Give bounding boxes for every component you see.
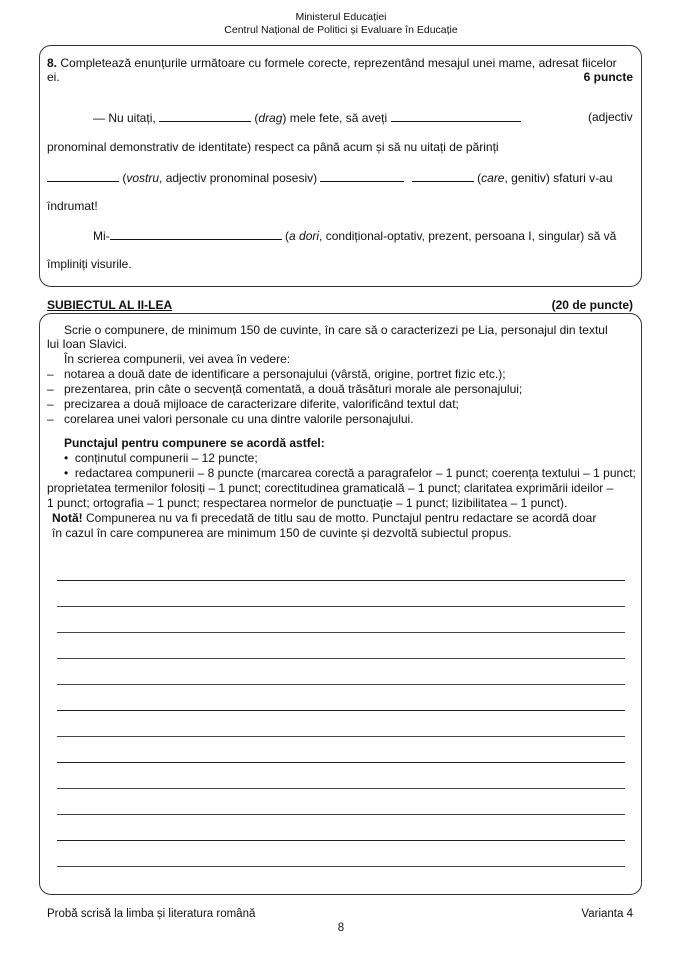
subject-2-points: (20 de puncte) xyxy=(551,298,633,312)
answer-blank-1[interactable] xyxy=(159,110,251,122)
answer-blank-3[interactable] xyxy=(47,170,119,182)
q8-text: mele fete, să aveți xyxy=(289,111,388,125)
writing-line[interactable] xyxy=(57,580,625,581)
writing-line[interactable] xyxy=(57,606,625,607)
page-number: 8 xyxy=(337,922,345,934)
requirement-1: notarea a două date de identificare a personajului (vârstă, origine, portret fizic etc.); xyxy=(64,367,506,381)
requirement-3: precizarea a două mijloace de caracterizare diferite, valorificând textul dat; xyxy=(64,397,459,411)
scoring-title: Punctajul pentru compunere se acordă astfel: xyxy=(64,436,325,450)
footer-right: Varianta 4 xyxy=(581,908,633,920)
q8-line-2: pronominal demonstrativ de identitate) respect ca până acum și să nu uitați de părinți xyxy=(47,140,499,154)
q8-text: Mi- xyxy=(93,229,110,243)
answer-blank-4[interactable] xyxy=(320,170,404,182)
q8-text: , adjectiv pronominal posesiv) xyxy=(159,171,318,185)
note-cont: în cazul în care compunerea are minimum 150 de cuvinte și dezvoltă subiectul propus. xyxy=(52,526,512,540)
q8-hint: drag xyxy=(258,111,283,125)
score-item-1-text: conținutul compunerii – 12 puncte; xyxy=(74,451,258,465)
q8-line-6: împliniți visurile. xyxy=(47,257,132,271)
q8-text: — Nu uitați, xyxy=(93,111,156,125)
writing-line[interactable] xyxy=(57,658,625,659)
score-item-2: • redactarea compunerii – 8 puncte (marcarea corectă a paragrafelor – 1 punct; coerența textului – 1 punct; xyxy=(64,466,636,480)
dash-bullet: – xyxy=(47,382,54,396)
q8-line-4: îndrumat! xyxy=(47,199,98,213)
dash-bullet: – xyxy=(47,397,54,411)
center-name: Centrul Național de Politici și Evaluare în Educație xyxy=(224,24,458,36)
writing-line[interactable] xyxy=(57,788,625,789)
writing-line[interactable] xyxy=(57,814,625,815)
q8-title xyxy=(47,56,617,71)
writing-line[interactable] xyxy=(57,866,625,867)
subject-2-title: SUBIECTUL AL II-LEA xyxy=(47,298,173,312)
answer-blank-6[interactable] xyxy=(110,228,282,240)
essay-intro: Scrie o compunere, de minimum 150 de cuvinte, în care să o caracterizezi pe Lia, personajul din textul xyxy=(64,323,608,337)
q8-instruction: Completează enunțurile următoare cu formele corecte, reprezentând mesajul unei mame, adresat fiicelor xyxy=(60,56,617,70)
writing-line[interactable] xyxy=(57,710,625,711)
q8-line-1: — Nu uitați, (drag) mele fete, să aveți xyxy=(93,110,521,126)
q8-line-3: (vostru, adjectiv pronominal posesiv) (care, genitiv) sfaturi v-au xyxy=(47,170,613,186)
score-item-1: • conținutul compunerii – 12 puncte; xyxy=(64,451,258,465)
q8-hint: vostru xyxy=(126,171,160,185)
requirement-4: corelarea unei valori personale cu una dintre valorile personajului. xyxy=(64,412,414,426)
score-item-2-text: redactarea compunerii – 8 puncte (marcarea corectă a paragrafelor – 1 punct; coerența textului – 1 punct; xyxy=(74,466,636,480)
answer-blank-5[interactable] xyxy=(412,170,474,182)
q8-number: 8. xyxy=(47,56,58,70)
question-8-box xyxy=(39,45,642,287)
answer-blank-2[interactable] xyxy=(391,110,521,122)
score-item-2-cont2: 1 punct; ortografia – 1 punct; respectarea normelor de punctuație – 1 punct; lizibilitatea – 1 punct). xyxy=(47,496,568,510)
note xyxy=(52,511,596,526)
note-label: Notă! xyxy=(52,511,83,525)
essay-intro-cont: lui Ioan Slavici. xyxy=(47,337,128,351)
dash-bullet: – xyxy=(47,412,54,426)
writing-line[interactable] xyxy=(57,736,625,737)
q8-hint: care xyxy=(481,171,505,185)
scoring-title-text: Punctajul pentru compunere se acordă astfel xyxy=(64,436,321,450)
q8-text: , genitiv) sfaturi v-au xyxy=(504,171,613,185)
q8-line-1-end: (adjectiv xyxy=(588,110,633,124)
footer-left: Probă scrisă la limba și literatura română xyxy=(47,908,256,920)
writing-line[interactable] xyxy=(57,632,625,633)
ministry-name: Ministerul Educației xyxy=(295,11,387,23)
requirement-2: prezentarea, prin câte o secvență comentată, a două trăsături morale ale personajului; xyxy=(64,382,523,396)
q8-line-5: Mi- (a dori, condițional-optativ, prezent, persoana I, singular) să vă xyxy=(93,229,617,243)
writing-line[interactable] xyxy=(57,840,625,841)
q8-points: 6 puncte xyxy=(583,70,633,84)
q8-title-cont: ei. xyxy=(47,70,60,84)
essay-consider: În scrierea compunerii, vei avea în vedere: xyxy=(64,352,291,366)
writing-line[interactable] xyxy=(57,762,625,763)
score-item-2-cont: proprietatea termenilor folosiți – 1 punct; corectitudinea gramaticală – 1 punct; claritatea exprimării ideilor – xyxy=(47,481,614,495)
dash-bullet: – xyxy=(47,367,54,381)
q8-hint: a dori xyxy=(289,229,320,243)
q8-text: , condițional-optativ, prezent, persoana I, singular) să vă xyxy=(319,229,617,243)
note-text: Compunerea nu va fi precedată de titlu sau de motto. Punctajul pentru redactare se acordă doar xyxy=(86,511,597,525)
writing-line[interactable] xyxy=(57,684,625,685)
